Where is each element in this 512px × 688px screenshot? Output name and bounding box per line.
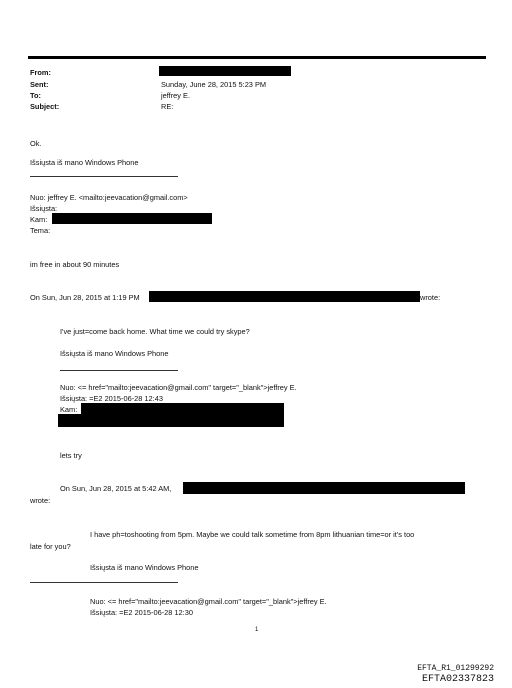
on-line-2: On Sun, Jun 28, 2015 at 5:42 AM, [60, 484, 172, 493]
signature-1: Išsiųsta iš mano Windows Phone [30, 158, 139, 167]
body-lets-try: lets try [60, 451, 82, 460]
quoted-from-2: Nuo: <= href="mailto:jeevacation@gmail.com" target="_blank">jeffrey E. [60, 383, 297, 392]
footer-id-2: EFTA02337823 [421, 674, 494, 685]
page-number: 1 [255, 627, 259, 633]
subject-label: Subject: [30, 102, 60, 111]
body-ok: Ok. [30, 139, 42, 148]
quoted-subject-1: Tema: [30, 226, 51, 235]
on-line-1-wrote: wrote: [420, 293, 441, 302]
quote-2-line-1: I have ph=toshooting from 5pm. Maybe we could talk sometime from 8pm lithuanian time=or it's too [90, 530, 415, 539]
header-rule [28, 56, 486, 59]
quoted-sent-3: Išsiųsta: =E2 2015-06-28 12:30 [90, 608, 193, 617]
quoted-to-2: Kam: [60, 405, 78, 414]
redacted-recipient-2a [81, 403, 284, 414]
sent-value: Sunday, June 28, 2015 5:23 PM [161, 80, 267, 89]
quoted-from-3: Nuo: <= href="mailto:jeevacation@gmail.com" target="_blank">jeffrey E. [90, 597, 327, 606]
separator-3 [30, 582, 178, 583]
signature-2: Išsiųsta iš mano Windows Phone [60, 349, 169, 358]
footer-id-1: EFTA_R1_01299292 [417, 664, 494, 673]
quote-2-line-2: late for you? [30, 542, 71, 551]
to-value: jeffrey E. [161, 91, 191, 100]
redacted-sender-3 [183, 482, 465, 494]
on-line-1: On Sun, Jun 28, 2015 at 1:19 PM [30, 293, 140, 302]
quote-1-text: I've just=come back home. What time we could try skype? [60, 327, 250, 336]
sent-label: Sent: [30, 80, 49, 89]
separator-1 [30, 176, 178, 177]
quoted-from-1: Nuo: jeffrey E. <mailto:jeevacation@gmail.com> [30, 193, 188, 202]
quoted-sent-1: Išsiųsta: [30, 204, 58, 213]
to-label: To: [30, 91, 41, 100]
subject-value: RE: [161, 102, 174, 111]
on-line-2-wrote: wrote: [30, 496, 51, 505]
redacted-sender [159, 66, 291, 76]
quoted-sent-2: Išsiųsta: =E2 2015-06-28 12:43 [60, 394, 163, 403]
quoted-to-1: Kam: [30, 215, 48, 224]
separator-2 [60, 370, 178, 371]
redacted-sender-2 [149, 291, 420, 302]
from-label: From: [30, 68, 51, 77]
redacted-recipient-1 [52, 213, 212, 224]
body-free: im free in about 90 minutes [30, 260, 120, 269]
signature-3: Išsiųsta iš mano Windows Phone [90, 563, 199, 572]
redacted-recipient-2b [58, 414, 284, 427]
